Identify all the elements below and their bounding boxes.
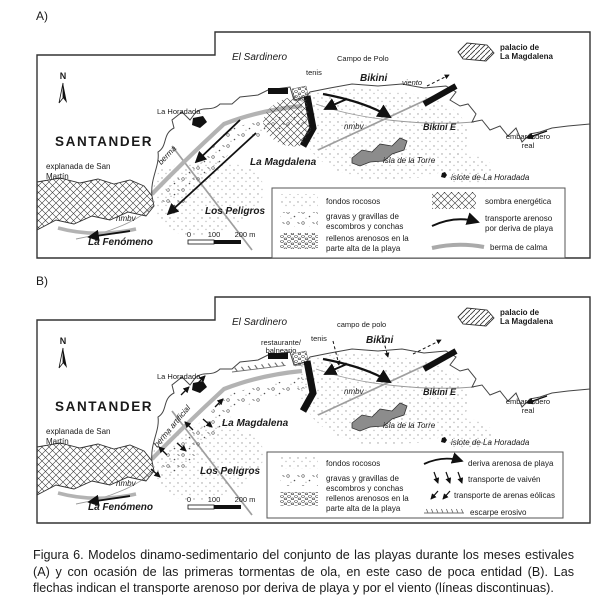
figure-caption: Figura 6. Modelos dinamo-sedimentario del conjunto de las playas durante los meses estivales (A) y con ocasión de las primeras tormentas de ola, en este caso de poca entidad (B). Las flechas indican el transporte arenoso por deriva de playa y por el viento (líneas discontinuas). xyxy=(33,548,574,595)
label-magdalena-a: La Magdalena xyxy=(250,157,317,168)
legend-gravas-2-a: escombros y conchas xyxy=(326,222,404,231)
label-viento-a: viento xyxy=(401,78,422,87)
panel-a xyxy=(36,9,590,258)
legend-swatch-fondos-b xyxy=(280,457,318,469)
label-sardinero-a: El Sardinero xyxy=(232,52,288,63)
label-santander-b: SANTANDER xyxy=(55,399,154,414)
legend-transporte-1-a: transporte arenoso xyxy=(485,214,553,223)
panel-a-label: A) xyxy=(36,9,48,23)
scale-200-b: 200 m xyxy=(234,495,256,504)
label-bikini-e-b: Bikini E xyxy=(423,387,457,397)
scale-100-a: 100 xyxy=(207,230,221,239)
label-islote-a: islote de La Horadada xyxy=(451,173,530,182)
label-palacio-2-a: La Magdalena xyxy=(500,52,553,61)
legend-gravas-1-a: gravas y gravillas de xyxy=(326,212,399,221)
label-palacio-1-a: palacio de xyxy=(500,43,540,52)
label-bikini-e-a: Bikini E xyxy=(423,122,457,132)
label-embarcadero-1-b: embarcadero xyxy=(505,397,551,406)
label-isla-b: isla de la Torre xyxy=(383,421,436,430)
label-nmbv-left-b: nmbv xyxy=(116,479,136,488)
legend-rellenos-2-b: parte alta de la playa xyxy=(326,504,401,513)
scale-200-a: 200 m xyxy=(234,230,256,239)
legend-rellenos-1-a: rellenos arenosos en la xyxy=(326,234,409,243)
legend-escarpe-b: escarpe erosivo xyxy=(470,508,527,517)
label-explanada-2-a: Martín xyxy=(46,172,69,181)
label-palacio-1-b: palacio de xyxy=(500,308,540,317)
label-restaurante-2-b: balneario xyxy=(265,346,297,355)
legend-eolicas-b: transporte de arenas eólicas xyxy=(454,491,555,500)
legend-deriva-b: deriva arenosa de playa xyxy=(468,459,554,468)
legend-b xyxy=(267,452,563,518)
label-bikini-a: Bikini xyxy=(360,73,388,84)
legend-vaiven-b: transporte de vaivén xyxy=(468,475,541,484)
legend-swatch-rellenos-a xyxy=(280,233,318,249)
label-campo-polo-a: Campo de Polo xyxy=(337,54,389,63)
label-nmbv-right-b: nmbv xyxy=(344,387,364,396)
panel-b xyxy=(36,274,590,523)
label-fenomeno-a: La Fenómeno xyxy=(88,237,154,248)
label-palacio-2-b: La Magdalena xyxy=(500,317,553,326)
label-berma-a: berma xyxy=(156,143,179,167)
label-sardinero-b: El Sardinero xyxy=(232,317,288,328)
label-horadada-a: La Horadada xyxy=(157,107,201,116)
label-explanada-1-b: explanada de San xyxy=(46,427,111,436)
north-label-b: N xyxy=(59,336,67,346)
label-peligros-b: Los Peligros xyxy=(200,466,261,477)
legend-gravas-2-b: escombros y conchas xyxy=(326,484,404,493)
legend-rellenos-1-b: rellenos arenosos en la xyxy=(326,494,409,503)
label-isla-a: isla de la Torre xyxy=(383,156,436,165)
label-santander-a: SANTANDER xyxy=(55,134,154,149)
legend-swatch-gravas-b xyxy=(280,473,318,486)
legend-transporte-2-a: por deriva de playa xyxy=(485,224,554,233)
legend-berma-calma-a: berma de calma xyxy=(490,243,548,252)
legend-rellenos-2-a: parte alta de la playa xyxy=(326,244,401,253)
legend-swatch-sombra-a xyxy=(432,192,476,209)
label-embarcadero-2-b: real xyxy=(521,406,535,415)
scale-100-b: 100 xyxy=(207,495,221,504)
legend-swatch-gravas-a xyxy=(280,212,318,227)
legend-gravas-1-b: gravas y gravillas de xyxy=(326,474,399,483)
label-embarcadero-1-a: embarcadero xyxy=(505,132,551,141)
label-islote-b: islote de La Horadada xyxy=(451,438,530,447)
panel-b-label: B) xyxy=(36,274,48,288)
label-horadada-b: La Horadada xyxy=(157,372,201,381)
label-campo-polo-b: campo de polo xyxy=(337,320,387,329)
legend-sombra-a: sombra energética xyxy=(485,197,552,206)
label-restaurante-1-b: restaurante/ xyxy=(260,338,302,347)
legend-a xyxy=(272,188,565,258)
legend-fondos-a: fondos rocosos xyxy=(326,197,381,206)
label-peligros-a: Los Peligros xyxy=(205,206,266,217)
label-tenis-a: tenis xyxy=(306,68,322,77)
label-embarcadero-2-a: real xyxy=(521,141,535,150)
scale-0-b: 0 xyxy=(186,495,192,504)
label-explanada-2-b: Martín xyxy=(46,437,69,446)
legend-fondos-b: fondos rocosos xyxy=(326,459,381,468)
label-nmbv-right-a: nmbv xyxy=(344,122,364,131)
label-nmbv-left-a: nmbv xyxy=(116,214,136,223)
label-berma-b: berma artificial xyxy=(151,403,193,450)
label-tenis-b: tenis xyxy=(311,334,327,343)
label-explanada-1-a: explanada de San xyxy=(46,162,111,171)
label-bikini-b: Bikini xyxy=(366,335,394,346)
label-fenomeno-b: La Fenómeno xyxy=(88,502,154,513)
legend-swatch-rellenos-b xyxy=(280,492,318,506)
label-magdalena-b: La Magdalena xyxy=(222,418,289,429)
scale-0-a: 0 xyxy=(186,230,192,239)
north-label-a: N xyxy=(59,71,67,81)
legend-swatch-fondos-a xyxy=(280,194,318,207)
